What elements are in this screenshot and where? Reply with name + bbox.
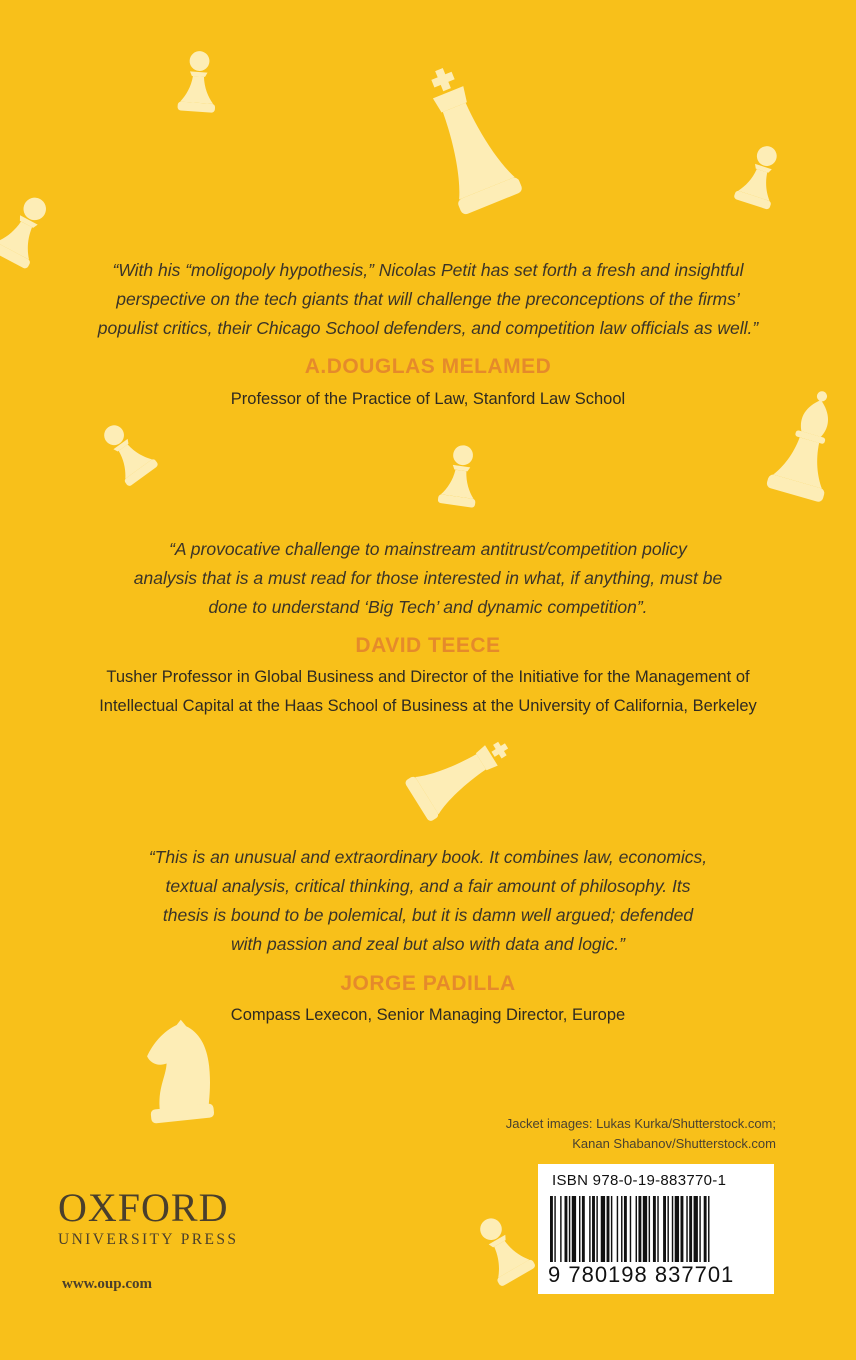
quote-3 <box>40 843 816 959</box>
barcode-bar <box>657 1196 658 1262</box>
barcode-bar <box>592 1196 595 1262</box>
barcode-icon <box>548 1196 764 1266</box>
barcode-bar <box>667 1196 668 1262</box>
barcode-bar <box>681 1196 684 1262</box>
quote-line: analysis that is a must read for those interested in what, if anything, must be <box>133 568 723 588</box>
isbn-barcode-box <box>538 1164 774 1294</box>
isbn-label: ISBN 978-0-19-883770-1 <box>552 1172 727 1189</box>
barcode-bar <box>649 1196 650 1262</box>
pawn-icon <box>463 1206 542 1293</box>
barcode-bar <box>694 1196 698 1262</box>
affiliation-line: Tusher Professor in Global Business and Director of the Initiative for the Management of <box>106 668 750 686</box>
barcode-bar <box>565 1196 568 1262</box>
barcode-bar <box>611 1196 612 1262</box>
barcode-bar <box>708 1196 709 1262</box>
barcode-bar <box>675 1196 679 1262</box>
barcode-bar <box>601 1196 605 1262</box>
quote-2 <box>40 535 816 622</box>
pawn-icon <box>89 413 165 493</box>
publisher-subtitle: UNIVERSITY PRESS <box>58 1231 239 1248</box>
barcode-bar <box>596 1196 597 1262</box>
quote-line: “A provocative challenge to mainstream antitrust/competition policy <box>169 539 687 559</box>
barcode-bar <box>638 1196 641 1262</box>
barcode-bar <box>636 1196 637 1262</box>
barcode-bar <box>569 1196 570 1262</box>
barcode-bar <box>686 1196 687 1262</box>
credit-line: Kanan Shabanov/Shutterstock.com <box>572 1136 776 1151</box>
barcode-bar <box>560 1196 561 1262</box>
knight-icon <box>136 1015 217 1132</box>
quote-line: done to understand ‘Big Tech’ and dynamic competition”. <box>208 597 648 617</box>
barcode-bar <box>699 1196 700 1262</box>
affiliation-line: Intellectual Capital at the Haas School of Business at the University of California, Berkeley <box>99 697 757 715</box>
author-name: A.DOUGLAS MELAMED <box>304 355 552 378</box>
barcode-bar <box>582 1196 585 1262</box>
publisher-logo <box>58 1185 239 1249</box>
author-name: JORGE PADILLA <box>340 972 516 995</box>
barcode-bar <box>550 1196 553 1262</box>
author-affiliation: Professor of the Practice of Law, Stanford Law School <box>230 390 626 408</box>
barcode-bar <box>589 1196 590 1262</box>
quote-line: “This is an unusual and extraordinary book. It combines law, economics, <box>148 847 708 867</box>
barcode-bar <box>663 1196 666 1262</box>
image-credits <box>506 1114 776 1154</box>
barcode-bar <box>624 1196 627 1262</box>
barcode-bar <box>689 1196 692 1262</box>
publisher-name: OXFORD <box>58 1185 229 1230</box>
quote-line: “With his “moligopoly hypothesis,” Nicolas Petit has set forth a fresh and insightful <box>112 260 744 280</box>
king-icon <box>400 724 521 826</box>
pawn-icon <box>729 139 791 215</box>
barcode-bar <box>617 1196 618 1262</box>
barcode-bar <box>621 1196 622 1262</box>
quote-line: perspective on the tech giants that will challenge the preconceptions of the firms’ <box>116 289 740 309</box>
barcode-bar <box>554 1196 555 1262</box>
king-icon <box>405 56 530 223</box>
barcode-bar <box>643 1196 647 1262</box>
barcode-bar <box>630 1196 631 1262</box>
publisher-url: www.oup.com <box>62 1276 153 1292</box>
quote-1 <box>40 256 816 343</box>
quote-line: thesis is bound to be polemical, but it is damn well argued; defended <box>162 905 694 925</box>
pawn-icon <box>434 441 487 512</box>
barcode-bar <box>672 1196 673 1262</box>
barcode-bar <box>653 1196 656 1262</box>
isbn-digits: 9 780198 837701 <box>548 1262 735 1287</box>
author-affiliation <box>0 663 856 721</box>
barcode-bar <box>704 1196 707 1262</box>
barcode-bar <box>572 1196 576 1262</box>
barcode-bar <box>607 1196 610 1262</box>
quote-line: populist critics, their Chicago School defenders, and competition law officials as well.” <box>97 318 759 338</box>
author-affiliation: Compass Lexecon, Senior Managing Director, Europe <box>230 1006 626 1024</box>
author-name: DAVID TEECE <box>355 634 501 657</box>
credit-line: Jacket images: Lukas Kurka/Shutterstock.com; <box>505 1116 776 1131</box>
quote-line: with passion and zeal but also with data and logic.” <box>231 934 625 954</box>
barcode-bar <box>579 1196 580 1262</box>
pawn-icon <box>174 49 222 118</box>
quote-line: textual analysis, critical thinking, and a fair amount of philosophy. Its <box>165 876 691 896</box>
